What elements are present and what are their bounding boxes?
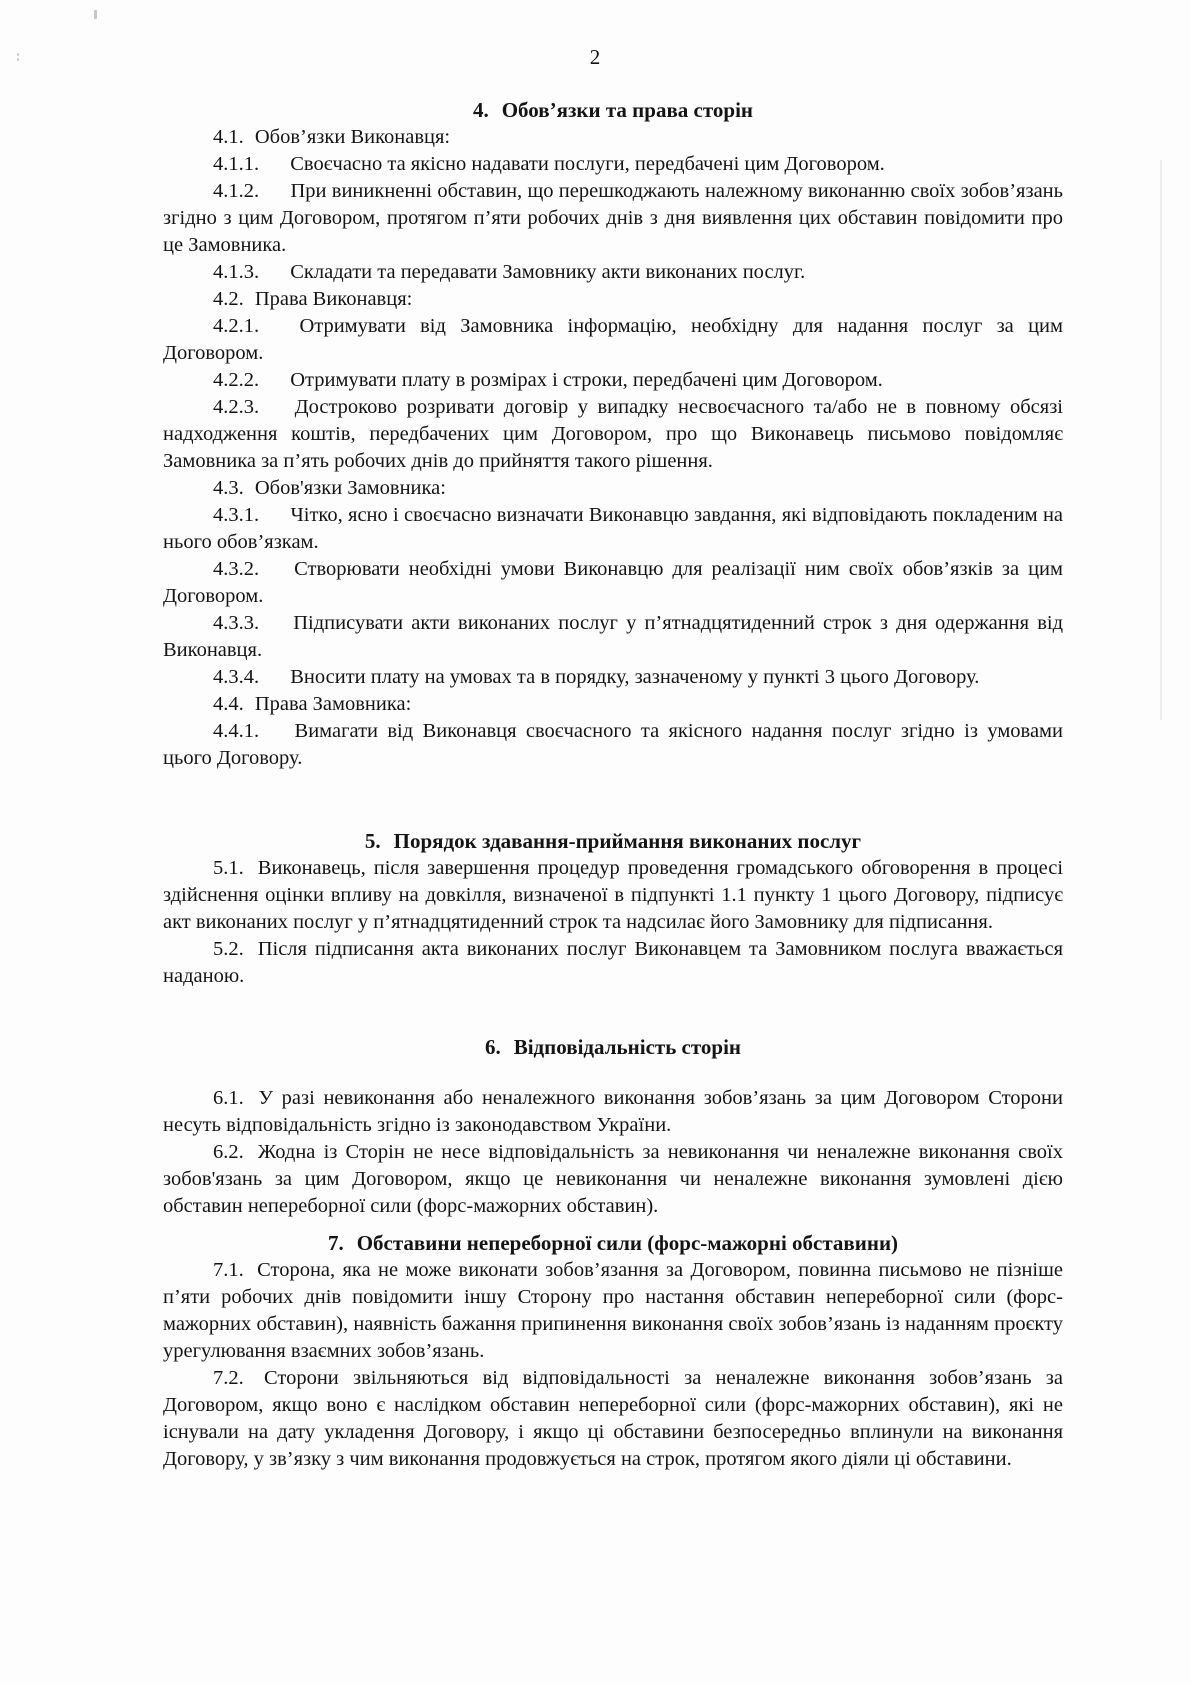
section-heading-title: Обов’язки та права сторін: [501, 98, 754, 122]
clause-number: 6.1.: [213, 1087, 244, 1109]
clause-text: Вносити плату на умовах та в порядку, зазначеному у пункті 3 цього Договору.: [290, 666, 980, 688]
section-heading-title: Обставини непереборної сили (форс-мажорні обставини): [356, 1231, 899, 1255]
clause-4-2-2: [163, 367, 1063, 394]
contract-section-7: [163, 1230, 1063, 1473]
clause-text: Створювати необхідні умови Виконавцю для реалізації ним своїх обов’язків за цим Договором.: [163, 558, 1063, 607]
clause-number: 4.2.3.: [213, 396, 260, 418]
clause-7-1: [163, 1257, 1063, 1365]
clause-text: Обов'язки Замовника:: [254, 477, 446, 499]
section-heading: [163, 1034, 1063, 1061]
section-heading-number: 6.: [484, 1035, 501, 1059]
clause-4-4: [163, 691, 1063, 718]
clause-4-3: [163, 475, 1063, 502]
clause-6-1: [163, 1085, 1063, 1139]
section-heading: [163, 97, 1063, 124]
clause-4-1: [163, 124, 1063, 151]
clause-number: 6.2.: [213, 1141, 244, 1163]
clause-4-3-3: [163, 610, 1063, 664]
section-heading-number: 4.: [472, 98, 489, 122]
section-heading-number: 5.: [364, 829, 381, 853]
clause-number: 4.3.2.: [213, 558, 260, 580]
clause-text: Після підписання акта виконаних послуг Виконавцем та Замовником послуга вважається наданою.: [163, 938, 1063, 987]
contract-section-4: [163, 97, 1063, 772]
clause-number: 4.4.1.: [213, 720, 260, 742]
clause-5-1: [163, 855, 1063, 936]
clause-number: 4.1.: [213, 126, 244, 148]
clause-text: Сторона, яка не може виконати зобов’язання за Договором, повинна письмово не пізніше п’яти робочих днів повідомити іншу Сторону про настання обставин непереборної сили (форс-мажорних обставин), наявність бажання припинення виконання своїх зобов’язань із наданням проєкту урегулювання взаємних зобов’язань.: [163, 1259, 1063, 1362]
contract-section-5: [163, 828, 1063, 990]
clause-4-3-1: [163, 502, 1063, 556]
clause-text: Достроково розривати договір у випадку несвоєчасного та/або не в повному обсязі надходження коштів, передбачених цим Договором, про що Виконавець письмово повідомляє Замовника за п’ять робочих днів до прийняття такого рішення.: [163, 396, 1064, 472]
page-number: 2: [589, 45, 601, 69]
section-heading-number: 7.: [327, 1231, 344, 1255]
clause-text: Сторони звільняються від відповідальності за неналежне виконання зобов’язань за Договором, якщо воно є наслідком обставин непереборної сили (форс-мажорних обставин), які не існували на дату укладення Договору, і якщо ці обставини безпосередньо вплинули на виконання Договору, у зв’язку з чим виконання продовжується на строк, протягом якого діяли ці обставини.: [163, 1367, 1063, 1470]
clause-number: 5.2.: [213, 938, 244, 960]
section-heading: [163, 1230, 1063, 1257]
clause-4-1-3: [163, 259, 1063, 286]
scan-artifact: [17, 53, 19, 56]
clause-number: 4.1.2.: [213, 180, 260, 202]
scan-edge-line: [1160, 160, 1162, 720]
clause-text: Підписувати акти виконаних послуг у п’ятнадцятиденний строк з дня одержання від Виконавця.: [163, 612, 1064, 661]
clause-text: У разі невиконання або неналежного виконання зобов’язань за цим Договором Сторони несуть відповідальність згідно із законодавством України.: [163, 1087, 1063, 1136]
contract-body: [163, 97, 1063, 1473]
clause-number: 4.3.: [213, 477, 244, 499]
clause-4-3-2: [163, 556, 1063, 610]
clause-6-2: [163, 1139, 1063, 1220]
clause-text: Своєчасно та якісно надавати послуги, передбачені цим Договором.: [290, 153, 885, 175]
clause-number: 5.1.: [213, 857, 244, 879]
clause-4-1-1: [163, 151, 1063, 178]
clause-number: 4.2.: [213, 288, 244, 310]
contract-section-6: [163, 1034, 1063, 1220]
section-heading-title: Відповідальність сторін: [513, 1035, 742, 1059]
clause-4-4-1: [163, 718, 1063, 772]
clause-number: 4.3.1.: [213, 504, 260, 526]
clause-4-3-4: [163, 664, 1063, 691]
clause-text: Права Виконавця:: [254, 288, 413, 310]
clause-number: 7.1.: [213, 1259, 244, 1281]
scan-artifact: [94, 10, 97, 19]
clause-text: Обов’язки Виконавця:: [254, 126, 451, 148]
clause-text: Жодна із Сторін не несе відповідальність за невиконання чи неналежне виконання своїх зобов'язань за цим Договором, якщо це невиконання чи неналежне виконання зумовлені дією обставин непереборної сили (форс-мажорних обставин).: [163, 1141, 1063, 1217]
clause-text: Права Замовника:: [254, 693, 412, 715]
clause-number: 4.3.4.: [213, 666, 260, 688]
clause-text: Отримувати від Замовника інформацію, необхідну для надання послуг за цим Договором.: [163, 315, 1063, 364]
clause-4-2-3: [163, 394, 1063, 475]
section-heading-title: Порядок здавання-приймання виконаних послуг: [393, 829, 862, 853]
clause-4-1-2: [163, 178, 1063, 259]
clause-number: 4.2.1.: [213, 315, 260, 337]
clause-text: Виконавець, після завершення процедур проведення громадського обговорення в процесі здійснення оцінки впливу на довкілля, визначеної в підпункті 1.1 пункту 1 цього Договору, підписує акт виконаних послуг у п’ятнадцятиденний строк та надсилає його Замовнику для підписання.: [163, 857, 1064, 933]
clause-number: 4.3.3.: [213, 612, 260, 634]
clause-text: Складати та передавати Замовнику акти виконаних послуг.: [290, 261, 806, 283]
clause-4-2: [163, 286, 1063, 313]
section-heading: [163, 828, 1063, 855]
clause-text: Чітко, ясно і своєчасно визначати Виконавцю завдання, які відповідають покладеним на нього обов’язкам.: [163, 504, 1064, 553]
clause-number: 4.2.2.: [213, 369, 260, 391]
clause-number: 4.1.1.: [213, 153, 260, 175]
clause-number: 4.1.3.: [213, 261, 260, 283]
clause-5-2: [163, 936, 1063, 990]
clause-4-2-1: [163, 313, 1063, 367]
clause-text: При виникненні обставин, що перешкоджають належному виконанню своїх зобов’язань згідно з цим Договором, протягом п’яти робочих днів з дня виявлення цих обставин повідомити про це Замовника.: [163, 180, 1063, 256]
clause-number: 7.2.: [213, 1367, 244, 1389]
clause-text: Вимагати від Виконавця своєчасного та якісного надання послуг згідно із умовами цього Договору.: [163, 720, 1063, 769]
clause-number: 4.4.: [213, 693, 244, 715]
clause-text: Отримувати плату в розмірах і строки, передбачені цим Договором.: [290, 369, 883, 391]
clause-7-2: [163, 1365, 1063, 1473]
